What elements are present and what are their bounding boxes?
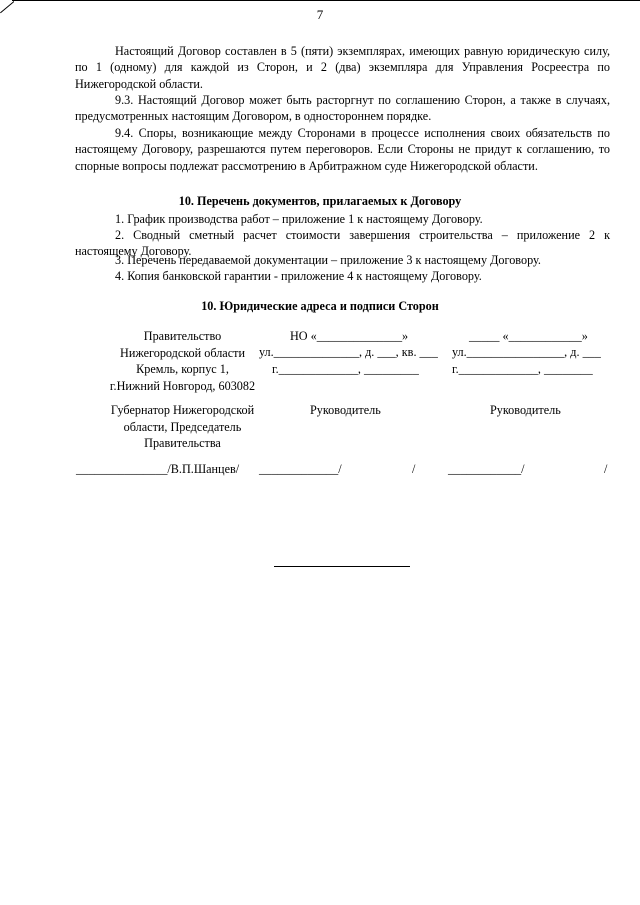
document-item: 4. Копия банковской гарантии - приложение 4 к настоящему Договору. xyxy=(115,269,482,283)
top-border-line xyxy=(12,0,640,1)
document-item: 3. Перечень передаваемой документации – приложение 3 к настоящему Договору. xyxy=(115,253,541,267)
party2-name: НО «______________» xyxy=(290,329,409,343)
gov-address-line: Правительство xyxy=(143,329,222,343)
party2-signature-slash: / xyxy=(412,462,416,476)
gov-position-line: области, Председатель xyxy=(123,419,242,434)
page-number: 7 xyxy=(316,7,324,22)
party2-position: Руководитель xyxy=(310,403,381,417)
section-addresses-heading: 10. Юридические адреса и подписи Сторон xyxy=(201,299,439,313)
document-item: 1. График производства работ – приложение 1 к настоящему Договору. xyxy=(115,212,483,226)
gov-position-line: Губернатор Нижегородской xyxy=(110,403,255,417)
party3-city: г._____________, ________ xyxy=(452,362,593,376)
clause-9-3: 9.3. Настоящий Договор может быть расторгнут по соглашению Сторон, а также в случаях, предусмотренных настоящим Договором, в одностороннем порядке. xyxy=(75,93,610,124)
gov-position-line: Правительства xyxy=(144,436,221,450)
gov-signature-line: _______________/В.П.Шанцев/ xyxy=(76,462,240,476)
bottom-divider-line xyxy=(274,566,410,567)
party3-position: Руководитель xyxy=(490,403,561,417)
party3-street: ул.________________, д. ___ xyxy=(452,345,601,359)
section-documents-heading: 10. Перечень документов, прилагаемых к Договору xyxy=(178,194,462,208)
document-item: 2. Сводный сметный расчет стоимости завершения строительства – приложение 2 к настоящему Договору. xyxy=(75,228,610,259)
party2-street: ул.______________, д. ___, кв. ___ xyxy=(259,345,438,359)
party3-signature-line: ____________/ xyxy=(448,462,525,476)
party3-signature-slash: / xyxy=(604,462,608,476)
clause-9-4: 9.4. Споры, возникающие между Сторонами в процессе исполнения своих обязательств по настоящему Договору, разрешаются путем переговоров. Если Стороны не придут к соглашению, то спорные вопросы подлежат рассмотрению в Арбитражном суде Нижегородской области. xyxy=(75,126,610,173)
clause-9-2: Настоящий Договор составлен в 5 (пяти) экземплярах, имеющих равную юридическую силу, по 1 (одному) для каждой из Сторон, и 2 (два) экземпляра для Управления Росреестра по Нижегородской области. xyxy=(75,44,610,91)
gov-address-line: Кремль, корпус 1, xyxy=(136,362,229,376)
party2-city: г._____________, _________ xyxy=(272,362,419,376)
gov-address xyxy=(75,328,290,394)
gov-address-line: Нижегородской области xyxy=(120,345,245,360)
gov-address-line: г.Нижний Новгород, 603082 xyxy=(109,378,256,393)
party2-signature-line: _____________/ xyxy=(259,462,342,476)
gov-position xyxy=(75,402,290,452)
party3-name: _____ «____________» xyxy=(469,329,588,343)
